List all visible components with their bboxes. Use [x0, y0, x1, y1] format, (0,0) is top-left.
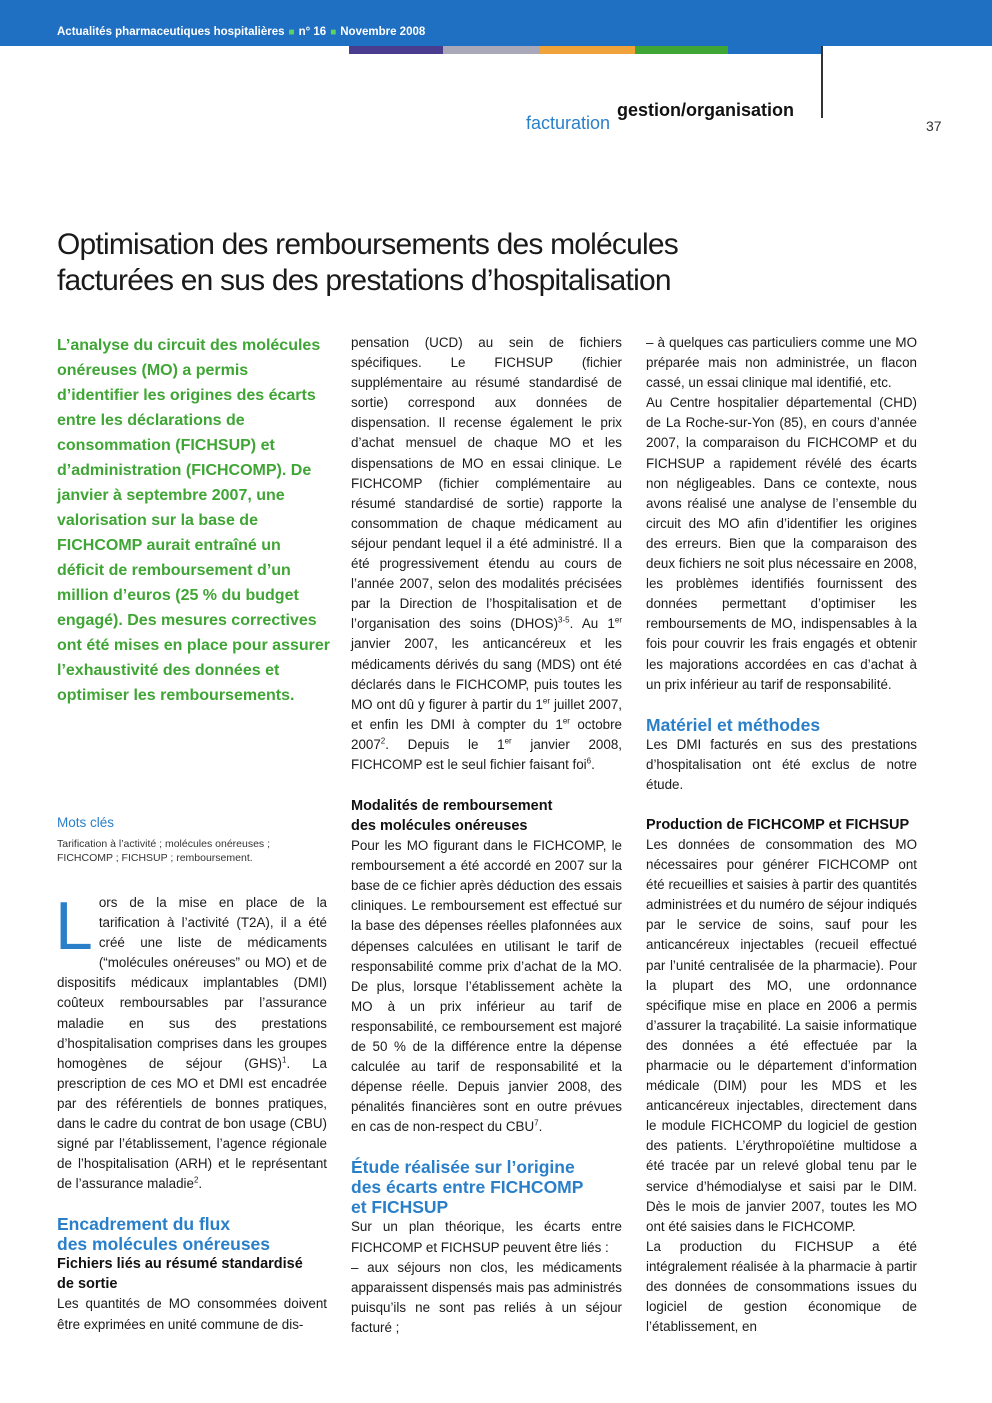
col2-paragraph: pensation (UCD) au sein de fichiers spécifiques. Le FICHSUP (fichier supplémentaire au résumé standardisé de sortie) correspond aux données de dispensation. Il recense également le prix d’achat mensuel de chaque MO et les dispensations de MO en essai clinique. Le FICHCOMP (fichier complémentaire au résumé standardisé de sortie) rapporte la consommation de chaque médicament au séjour pendant lequel il a été administré. Il a été progressivement étendu au cours de l’année 2007, selon des modalités précisées par la Direction de l’hospitalisation et de l’organisation des soins (DHOS)$^{3-5}$. Au 1er janvier 2007, les anticancéreux et les médicaments dérivés du sang (MDS) ont été déclarés dans le FICHCOMP, puis toutes les MO ont dû y figurer à partir du 1er juillet 2007, et enfin les DMI à compter du 1er octobre 2007$^2$. Depuis le 1er janvier 2008, FICHCOMP est le seul fichier faisant foi$^6$. — [351, 335, 623, 772]
etude-paragraph-1: Sur un plan théorique, les écarts entre FICHCOMP et FICHSUP peuvent être liés : — [351, 1219, 622, 1255]
col3-paragraph-1: – à quelques cas particuliers comme une MO préparée mais non administrée, un flacon cassé, un essai clinique mal identifié, etc. — [646, 335, 917, 391]
drop-cap: L — [55, 888, 93, 964]
fichiers-paragraph: Les quantités de MO consommées doivent être exprimées en unité commune de dis- — [57, 1296, 327, 1332]
section-gestion-organisation: gestion/organisation — [617, 100, 795, 120]
heading-materiel: Matériel et méthodes — [646, 714, 821, 735]
color-stripe-grey — [443, 46, 540, 54]
journal-name: Actualités pharmaceutiques hospitalières — [57, 26, 285, 38]
separator-square-icon: ■ — [288, 27, 295, 38]
color-stripe-orange — [540, 46, 635, 54]
modalites-paragraph: Pour les MO figurant dans le FICHCOMP, le remboursement a été accordé en 2007 sur la base de ce fichier après déduction des essais cliniques. Le remboursement est effectué sur la base des dépenses réelles plafonnées aux dépenses calculées en utilisant le tarif de responsabilité comme prix d’achat de la MO. De plus, lorsque l’établissement achète la MO à un prix inférieur au tarif de responsabilité, ce remboursement est majoré de 50 % de la différence entre la dépense calculée au tarif de responsabilité et la dépense réelle. Depuis janvier 2008, des pénalités financières sont en outre prévues en cas de non-respect du CBU$^7$. — [351, 838, 622, 1135]
title-line-1: Optimisation des remboursements des molécules — [57, 228, 678, 261]
column-3 — [646, 333, 917, 1337]
col3-paragraph-2: Au Centre hospitalier départemental (CHD) de La Roche-sur-Yon (85), en cours d’année 2007, la comparaison du FICHCOMP et du FICHSUP a rapidement révélé des écarts non négligeables. Dans ce contexte, nous avons réalisé une analyse de l’ensemble du circuit des MO afin d’identifier les origines des erreurs. Bien que la comparaison des deux fichiers ne soit plus nécessaire en 2008, les problèmes identifiés fournissent des données permettant d’optimiser les remboursements de MO, indispensables à la fois pour couvrir les frais engagés et obtenir les majorations accordées en cas d’achat à un prix inférieur au tarif de responsabilité. — [646, 395, 917, 692]
color-stripe-purple — [349, 46, 443, 54]
production-paragraph-1: Les données de consommation des MO nécessaires pour générer FICHCOMP ont été recueillies et saisies à partir des quantités administrées et du numéro de séjour indiqués par le service de soins, sauf pour les anticancéreux injectables (recueil effectué par l’unité centralisée de la pharmacie). Pour la plupart des MO, une ordonnance spécifique mise en place en 2006 a permis d’assurer la traçabilité. La saisie informatique des données a été effectuée par la pharmacie ou le département d’information médicale (DIM) pour les MDS et les anticancéreux injectables, directement dans le module FICHCOMP du logiciel de gestion des patients. L’érythropoïétine multidose a été tracée par un relevé global tenu par le service d’hémodialyse et saisi par le DIM. Dès le mois de janvier 2007, toutes les MO ont été saisies dans le FICHCOMP. — [646, 836, 917, 1234]
production-paragraph-2: La production du FICHSUP a été intégralement réalisée à la pharmacie à partir des données de consommations issues du logiciel de gestion économique de l’établissement, en — [646, 1238, 917, 1335]
keywords-list: Tarification à l’activité ; molécules onéreuses ; FICHCOMP ; FICHSUP ; remboursement. — [57, 838, 271, 864]
heading-etude: Étude réalisée sur l’origine des écarts entre FICHCOMP et FICHSUP — [351, 1157, 584, 1218]
issue-number: n° 16 — [298, 26, 327, 38]
section-facturation: facturation — [526, 113, 611, 133]
intro-paragraph: Lors de la mise en place de la tarification à l’activité (T2A), il a été créé une liste de médicaments (“molécules onéreuses” ou MO) et de dispositifs médicaux implantables (DMI) coûteux remboursables par l’assurance maladie en sus des prestations d’hospitalisation comprises dans les groupes homogènes de séjour (GHS)$^1$. La prescription de ces MO et DMI est encadrée par des référentiels de bonnes pratiques, dans le cadre du contrat de bon usage (CBU) signé par l’établissement, l’agence régionale de l’hospitalisation (ARH) et le représentant de l’assurance maladie$^2$. — [55, 888, 327, 1192]
page-number: 37 — [926, 118, 942, 134]
section-divider — [821, 46, 823, 118]
heading-fichiers: Fichiers liés au résumé standardisé de sortie — [57, 1256, 303, 1293]
column-2 — [351, 333, 622, 1338]
title-line-2: facturées en sus des prestations d’hospitalisation — [57, 264, 671, 297]
journal-line — [57, 26, 425, 38]
keywords-title: Mots clés — [57, 815, 115, 830]
color-stripe-blue — [728, 46, 822, 54]
header-bar — [0, 0, 992, 46]
intro-section — [55, 888, 327, 1335]
materiel-paragraph: Les DMI facturés en sus des prestations d’hospitalisation ont été exclus de notre étude. — [646, 736, 917, 792]
color-stripe-green — [635, 46, 728, 54]
heading-modalites: Modalités de remboursement des molécules onéreuses — [351, 798, 553, 835]
article-abstract: L’analyse du circuit des molécules onéreuses (MO) a permis d’identifier les origines des écarts entre les déclarations de consommation (FICHSUP) et d’administration (FICHCOMP). De janvier à septembre 2007, une valorisation sur la base de FICHCOMP aurait entraîné un déficit de remboursement d’un million d’euros (25 % du budget engagé). Des mesures correctives ont été mises en place pour assurer l’exhaustivité des données et optimiser les remboursements. — [57, 337, 330, 704]
article-title — [57, 227, 757, 299]
heading-encadrement: Encadrement du flux des molécules onéreuses — [57, 1214, 271, 1255]
issue-date: Novembre 2008 — [340, 26, 426, 38]
separator-square-icon: ■ — [330, 27, 337, 38]
etude-paragraph-2: – aux séjours non clos, les médicaments apparaissent dispensés mais pas administrés puisqu’ils ne sont pas reliés à un séjour facturé ; — [351, 1259, 622, 1335]
heading-production: Production de FICHCOMP et FICHSUP — [646, 816, 910, 833]
